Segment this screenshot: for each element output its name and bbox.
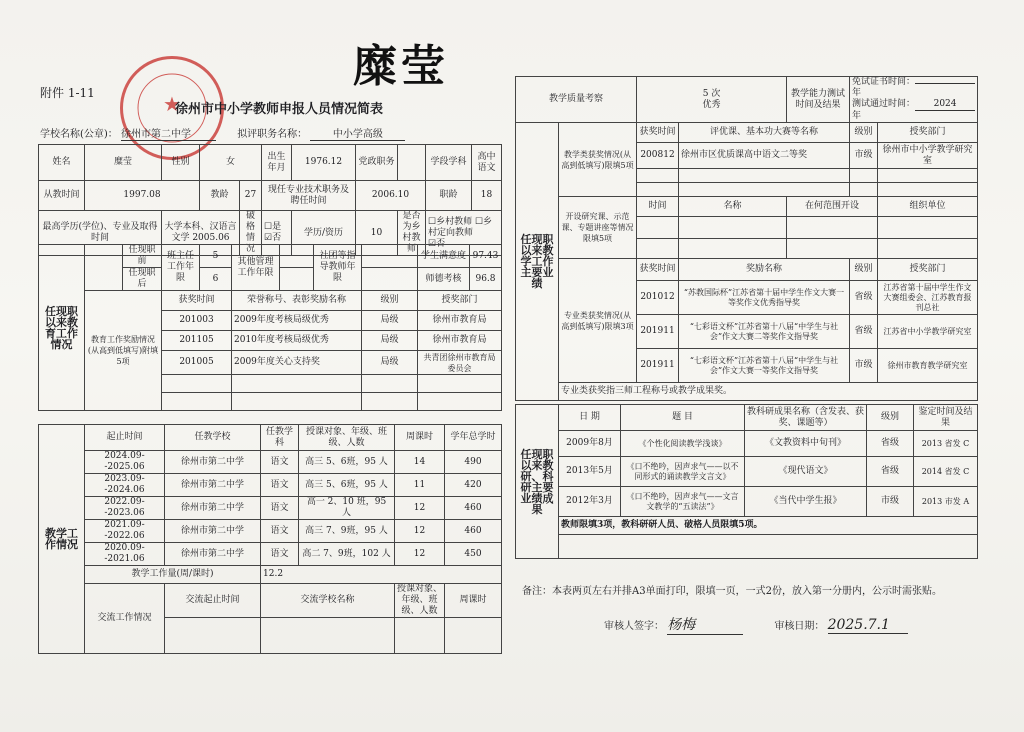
teach-cell: 徐州市第二中学 — [165, 497, 261, 520]
teach-cell: 语文 — [261, 474, 299, 497]
satisfaction-label: 学生满意度 — [418, 245, 470, 268]
award-cell: 局级 — [362, 311, 418, 331]
title-value: 2006.10 — [356, 181, 426, 211]
p-cell: 市级 — [850, 349, 878, 383]
award-cell: 201005 — [162, 351, 232, 375]
p-cell: “七彩语文杯”江苏省第十八届“中学生与社会”作文大赛二等奖作文指导奖 — [679, 315, 850, 349]
subject-label: 学段学科 — [426, 145, 472, 181]
test-year: 2024 — [915, 99, 975, 111]
teach-cell: 高一 2、10 班，95 人 — [299, 497, 395, 520]
ability-values — [850, 77, 978, 123]
award-head-time: 获奖时间 — [162, 291, 232, 311]
before-label: 任现职前 — [123, 245, 162, 268]
review-date: 2025.7.1 — [828, 617, 908, 634]
exception-label: 破格情况 — [240, 211, 262, 256]
exchange-head: 交流学校名称 — [261, 584, 395, 618]
qualification-label: 学历/资历 — [292, 211, 356, 256]
test-label: 测试通过时间： — [852, 99, 916, 109]
teach-cell: 语文 — [261, 543, 299, 566]
exception-no[interactable]: 否 — [272, 233, 282, 243]
section-education-work: 任现职以来教育工作情况 — [39, 245, 85, 411]
exchange-label: 交流工作情况 — [85, 584, 165, 654]
r-head: 级别 — [867, 405, 914, 431]
table-row — [516, 431, 978, 457]
start-label: 从教时间 — [39, 181, 85, 211]
r-cell: 2013年5月 — [559, 457, 621, 487]
name-value: 糜莹 — [85, 145, 162, 181]
table-row — [39, 497, 502, 520]
award-cell: 局级 — [362, 331, 418, 351]
attachment-label: 附件 1-11 — [40, 86, 95, 100]
award-cell: 2009年度考核局级优秀 — [232, 311, 362, 331]
r-cell: 《现代语文》 — [745, 457, 867, 487]
pro-award-label: 专业类获奖情况(从高到低填写)限填3项 — [559, 259, 637, 383]
open-head: 在何范围开设 — [787, 197, 878, 217]
teach-cell: 490 — [445, 451, 502, 474]
p-cell: 201911 — [637, 315, 679, 349]
r-cell: 市级 — [867, 487, 914, 517]
exchange-head: 授课对象、年级、班级、人数 — [395, 584, 445, 618]
teach-cell: 2022.09--2023.06 — [85, 497, 165, 520]
p-cell: 201012 — [637, 281, 679, 315]
research-note: 教师限填3项，教科研研人员、破格人员限填5项。 — [559, 517, 978, 535]
teach-cell: 12 — [395, 543, 445, 566]
t-cell: 徐州市区优质课高中语文二等奖 — [679, 143, 850, 169]
teach-cell: 徐州市第二中学 — [165, 543, 261, 566]
r-head: 题 目 — [621, 405, 745, 431]
teach-cell: 徐州市第二中学 — [165, 474, 261, 497]
workload-label: 教学工作量(周/课时) — [85, 566, 261, 584]
p-cell: 徐州市教育教学研究室 — [878, 349, 978, 383]
teach-cell: 11 — [395, 474, 445, 497]
name-label: 姓名 — [39, 145, 85, 181]
svg-text:★: ★ — [163, 92, 181, 116]
teach-head: 任教学校 — [165, 425, 261, 451]
r-cell: 《个性化阅读教学浅谈》 — [621, 431, 745, 457]
teach-cell: 420 — [445, 474, 502, 497]
p-head: 级别 — [850, 259, 878, 281]
applicant-name-banner: 糜莹 — [353, 41, 449, 92]
table-row — [39, 451, 502, 474]
p-head: 授奖部门 — [878, 259, 978, 281]
sex-value: 女 — [200, 145, 262, 181]
ethics-label: 师德考核 — [418, 268, 470, 291]
award-cell: 局级 — [362, 351, 418, 375]
teach-cell: 高三 5、6班，95 人 — [299, 474, 395, 497]
quality-value-cell — [637, 77, 787, 123]
school-label: 学校名称(公章)： — [40, 129, 118, 140]
t-head: 获奖时间 — [637, 123, 679, 143]
teach-cell: 语文 — [261, 497, 299, 520]
reviewer-signature: 杨梅 — [667, 614, 743, 635]
teach-cell: 12 — [395, 520, 445, 543]
award-head-dept: 授奖部门 — [418, 291, 502, 311]
p-cell: 江苏省中小学教学研究室 — [878, 315, 978, 349]
t-head: 级别 — [850, 123, 878, 143]
qualification-value: 10 — [356, 211, 398, 256]
position-value: 中小学高级 — [310, 125, 405, 141]
party-value — [398, 145, 426, 181]
sex-label: 性别 — [162, 145, 200, 181]
section-teaching-achievement: 任现职以来教学工作主要业绩 — [516, 123, 559, 401]
open-head: 时间 — [637, 197, 679, 217]
teach-cell: 高三 5、6班，95 人 — [299, 451, 395, 474]
teach-cell: 语文 — [261, 520, 299, 543]
satisfaction-value: 97.43 — [470, 245, 502, 268]
exchange-head: 交流起止时间 — [165, 584, 261, 618]
teaching-work-table — [38, 424, 502, 654]
birth-value: 1976.12 — [292, 145, 356, 181]
teach-cell: 徐州市第二中学 — [165, 451, 261, 474]
homeroom-before: 5 — [200, 245, 232, 268]
quality-value: 5 — [702, 88, 709, 99]
p-cell: 省级 — [850, 281, 878, 315]
t-cell: 200812 — [637, 143, 679, 169]
teach-cell: 460 — [445, 497, 502, 520]
teach-cell: 14 — [395, 451, 445, 474]
teach-award-label: 教学类获奖情况(从高到低填写)限填5项 — [559, 123, 637, 197]
quality-result: 优秀 — [702, 99, 721, 110]
workload-value: 12.2 — [261, 566, 502, 584]
r-cell: 《口不绝吟，因声求气——文言文教学的“五读法”》 — [621, 487, 745, 517]
footer-note: 备注：本表两页左右并排A3单面打印，限填一页，一式2份，放入第一分册内，公示时需张贴。 — [522, 586, 942, 597]
teach-age-value: 27 — [240, 181, 262, 211]
r-cell: 2013 市发 A — [914, 487, 978, 517]
education-work-table — [38, 244, 502, 411]
school-value: 徐州市第二中学 — [121, 125, 216, 141]
research-table — [515, 404, 978, 559]
open-head: 名称 — [679, 197, 787, 217]
exception-yes[interactable]: 是 — [272, 222, 282, 232]
teach-cell: 2021.09--2022.06 — [85, 520, 165, 543]
year-unit: 年 — [852, 111, 862, 121]
homeroom-after: 6 — [200, 268, 232, 291]
open-class-label: 开设研究课、示范课、专题讲座等情况限填5项 — [559, 197, 637, 259]
table-row — [516, 457, 978, 487]
title-label: 现任专业技术职务及聘任时间 — [262, 181, 356, 211]
t-head: 评优课、基本功大赛等名称 — [679, 123, 850, 143]
quality-unit: 次 — [711, 88, 721, 99]
p-cell: 省级 — [850, 315, 878, 349]
basic-info-table — [38, 144, 502, 256]
open-head: 组织单位 — [878, 197, 978, 217]
t-cell: 徐州市中小学教学研究室 — [878, 143, 978, 169]
year-unit: 年 — [852, 88, 862, 98]
edu-award-label: 教育工作奖励情况(从高到低填写)附填5项 — [85, 291, 162, 411]
rural-option-1[interactable]: 乡村教师 — [436, 216, 473, 227]
title-years-label: 职龄 — [426, 181, 472, 211]
r-cell: 2013 省发 C — [914, 431, 978, 457]
teach-cell: 450 — [445, 543, 502, 566]
teach-head: 学年总学时 — [445, 425, 502, 451]
teaching-achievement-table — [515, 76, 978, 401]
r-cell: 2012年3月 — [559, 487, 621, 517]
pro-award-note: 专业类获奖指三师工程称号或教学成果奖。 — [559, 383, 978, 401]
award-head-name: 荣誉称号、表彰奖励名称 — [232, 291, 362, 311]
reviewer-signature-block — [604, 614, 908, 635]
teach-cell: 2020.09--2021.06 — [85, 543, 165, 566]
p-cell: “七彩语文杯”江苏省第十八届“中学生与社会”作文大赛一等奖作文指导奖 — [679, 349, 850, 383]
r-head: 日 期 — [559, 405, 621, 431]
ethics-value: 96.8 — [470, 268, 502, 291]
r-head: 鉴定时间及结果 — [914, 405, 978, 431]
education-value: 大学本科、汉语言文学 2005.06 — [162, 211, 240, 256]
teach-head: 周课时 — [395, 425, 445, 451]
exception-options: ☐是 ☑否 — [262, 211, 292, 256]
club-label: 社团等指导教师年限 — [314, 245, 362, 291]
title-years-value: 18 — [472, 181, 502, 211]
exchange-head: 周课时 — [445, 584, 502, 618]
teach-cell: 460 — [445, 520, 502, 543]
teach-head: 授课对象、年级、班级、人数 — [299, 425, 395, 451]
r-cell: 2014 省发 C — [914, 457, 978, 487]
start-value: 1997.08 — [85, 181, 200, 211]
section-research: 任现职以来教研、科研主要业绩成果 — [516, 405, 559, 559]
p-cell: 201911 — [637, 349, 679, 383]
review-date-label: 审核日期： — [774, 621, 825, 632]
teach-cell: 高三 7、9班，95 人 — [299, 520, 395, 543]
award-cell: 徐州市教育局 — [418, 331, 502, 351]
rural-option-no[interactable]: 否 — [436, 238, 446, 249]
table-row — [516, 487, 978, 517]
table-row — [39, 474, 502, 497]
exempt-label: 免试证书时间： — [852, 77, 916, 87]
after-label: 任现职后 — [123, 268, 162, 291]
rural-options: ☐乡村教师 ☐乡村定向教师 ☑否 — [426, 211, 502, 256]
management-label: 其他管理工作年限 — [232, 245, 280, 291]
teach-cell: 语文 — [261, 451, 299, 474]
t-head: 授奖部门 — [878, 123, 978, 143]
r-cell: 《当代中学生报》 — [745, 487, 867, 517]
teach-age-label: 教龄 — [200, 181, 240, 211]
award-cell: 徐州市教育局 — [418, 311, 502, 331]
r-cell: 省级 — [867, 431, 914, 457]
teach-cell: 高二 7、9班，102 人 — [299, 543, 395, 566]
r-cell: 《文教资料中旬刊》 — [745, 431, 867, 457]
teach-cell: 徐州市第二中学 — [165, 520, 261, 543]
p-cell: 江苏省第十届中学生作文大赛组委会、江苏教育报刊总社 — [878, 281, 978, 315]
subject-value: 高中语文 — [472, 145, 502, 181]
t-cell: 市级 — [850, 143, 878, 169]
quality-label: 教学质量考察 — [516, 77, 637, 123]
form-title: 徐州市中小学教师申报人员情况简表 — [175, 102, 384, 117]
award-cell: 201105 — [162, 331, 232, 351]
teach-cell: 2023.09--2024.06 — [85, 474, 165, 497]
p-head: 获奖时间 — [637, 259, 679, 281]
reviewer-label: 审核人签字： — [604, 621, 664, 632]
award-cell: 共青团徐州市教育局委员会 — [418, 351, 502, 375]
award-cell: 201003 — [162, 311, 232, 331]
award-cell: 2009年度关心支持奖 — [232, 351, 362, 375]
section-teaching-work: 教学工作情况 — [39, 425, 85, 654]
teach-cell: 12 — [395, 497, 445, 520]
table-row — [39, 543, 502, 566]
award-head-level: 级别 — [362, 291, 418, 311]
party-label: 党政职务 — [356, 145, 398, 181]
teach-head: 任教学科 — [261, 425, 299, 451]
p-head: 奖励名称 — [679, 259, 850, 281]
rural-option-2[interactable]: 乡村定向教师 — [428, 216, 493, 238]
homeroom-label: 班主任工作年限 — [162, 245, 200, 291]
ability-label: 教学能力测试时间及结果 — [787, 77, 850, 123]
table-row — [39, 520, 502, 543]
award-cell: 2010年度考核局级优秀 — [232, 331, 362, 351]
rural-label: 是否为乡村教师 — [398, 211, 426, 256]
teach-head: 起止时间 — [85, 425, 165, 451]
birth-label: 出生年月 — [262, 145, 292, 181]
education-label: 最高学历(学位)、专业及取得时间 — [39, 211, 162, 256]
r-head: 教科研成果名称（含发表、获奖、课题等） — [745, 405, 867, 431]
position-label: 拟评职务名称： — [237, 129, 308, 140]
r-cell: 《口不绝吟，因声求气——以不同形式的诵读教学文言文》 — [621, 457, 745, 487]
teach-cell: 2024.09--2025.06 — [85, 451, 165, 474]
r-cell: 2009年8月 — [559, 431, 621, 457]
r-cell: 省级 — [867, 457, 914, 487]
p-cell: “苏教国际杯”江苏省第十届中学生作文大赛一等奖作文优秀指导奖 — [679, 281, 850, 315]
